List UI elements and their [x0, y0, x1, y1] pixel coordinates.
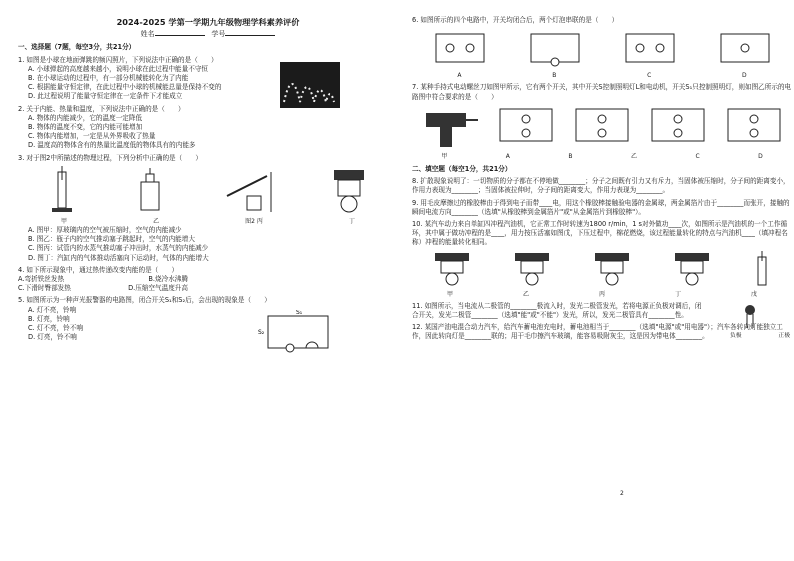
q5-option-d: D. 灯亮，铃不响 [28, 333, 77, 342]
q3-label-jia: 甲 [61, 217, 68, 225]
circuit-7b [572, 105, 632, 149]
q3-label-yi: 乙 [153, 217, 160, 225]
piston-cotton-icon [747, 251, 777, 287]
q5-stem: 5. 如图所示为一种声光报警器的电路图，闭合开关S₁和S₂后，会出现的现象是（ ） [18, 296, 271, 305]
q7-label-d: D [758, 152, 763, 160]
q3-label-bing: 图2 丙 [245, 217, 263, 225]
s1-label: S₁ [296, 310, 303, 317]
q6-label-a: A [457, 72, 462, 80]
question-4 [18, 266, 398, 294]
circuit-a [430, 28, 490, 68]
stroke-yi-icon [507, 251, 557, 287]
q4-option-b: B.烧冷水沸腾 [148, 275, 188, 284]
q3-figure-labels [18, 217, 398, 226]
q4-option-c: C.下滑时臀部发热 [18, 284, 71, 293]
question-12: 12. 某国产油电混合动力汽车，给汽车蓄电池充电时，蓄电池相当于________（选填"电源"或"用电器"）；汽车各转向灯能独立工作，因此转向灯是________联的；用干毛巾擦汽车玻璃，能容易吸附灰尘，这是因为带电体________。 [412, 323, 783, 341]
q10-label-wu: 戊 [750, 290, 757, 298]
q10-engine-strokes [412, 251, 792, 287]
stroke-ding-icon [667, 251, 717, 287]
q6-label-c: C [647, 72, 652, 80]
right-page [412, 8, 792, 548]
q5-option-b: B. 灯亮，铃响 [28, 314, 70, 323]
question-2 [18, 105, 398, 151]
circuit-b [525, 28, 585, 68]
s2-label: S₂ [258, 329, 265, 337]
q3-label-ding: 丁 [348, 217, 355, 225]
bouncing-ball-photo [280, 62, 340, 108]
name-row [18, 29, 398, 39]
positive-pole-label: 正极 [778, 333, 790, 340]
q7-labels [412, 152, 792, 161]
circuit-7d [724, 105, 784, 149]
section-1-heading: 一、选择题（7题，每空3分，共21分） [18, 43, 136, 52]
section-2-heading: 二、填空题（每空1分，共21分） [412, 165, 512, 174]
q10-label-jia: 甲 [446, 290, 453, 298]
question-5 [18, 296, 398, 342]
q4-stem: 4. 如下所示现象中，通过热传递改变内能的是（ ） [18, 265, 179, 274]
circuit-7a [496, 105, 556, 149]
q1-stem: 1. 如图是小球在地面弹跳的频闪照片，下列说法中正确的是（ ） [18, 55, 218, 64]
screwdriver-icon [420, 105, 480, 149]
q1-option-a: A. 小球弹起的高度越来越小，说明小球在此过程中能量不守恒 [28, 64, 209, 73]
q2-option-c: C. 物体内能增加，一定是从外界吸收了热量 [28, 132, 156, 141]
q2-stem: 2. 关于内能、热量和温度，下列说法中正确的是（ ） [18, 104, 185, 113]
q3-stem: 3. 对于图2中所描述的物理过程，下列分析中正确的是（ ） [18, 153, 203, 162]
engine-cylinder-icon [324, 166, 374, 214]
q10-label-yi: 乙 [522, 290, 529, 298]
q3-option-b: B. 图乙：瓶子内的空气推动塞子跳起时，空气的内能增大 [28, 235, 195, 244]
q5-option-c: C. 灯不亮，铃不响 [28, 324, 83, 333]
q7-figure [412, 105, 792, 149]
question-6 [412, 16, 792, 80]
q5-option-a: A. 灯不亮，铃响 [28, 305, 77, 314]
q6-label-b: B [552, 72, 557, 80]
q3-option-a: A. 图甲：厚玻璃内的空气被压缩时，空气的内能减少 [28, 226, 182, 235]
q2-option-b: B. 物体的温度不变，它的内能可能增加 [28, 123, 143, 132]
q4-option-a: A.弯折铁丝发热 [18, 275, 65, 284]
q1-option-b: B. 在小球运动的过程中，有一部分机械能转化为了内能 [28, 74, 189, 83]
q10-label-ding: 丁 [674, 290, 681, 298]
left-page [18, 8, 398, 548]
q7-stem: 7. 某种手持式电动螺丝刀如图甲所示，它有两个开关，其中开关S控制照明灯L和电动机，开关S₁只控制照明灯，则如图乙所示的电路图中符合要求的是（ ） [412, 83, 792, 101]
q6-circuits [412, 28, 792, 68]
q6-labels [412, 71, 792, 80]
q7-label-b: B [568, 152, 573, 160]
stroke-jia-icon [427, 251, 477, 287]
question-3 [18, 154, 398, 263]
question-1 [18, 56, 398, 102]
q2-option-a: A. 物体的内能减少，它的温度一定降低 [28, 113, 143, 122]
alarm-circuit-diagram [258, 310, 338, 354]
circuit-c [620, 28, 680, 68]
q4-option-d: D.压缩空气温度升高 [128, 284, 188, 293]
circuit-7c [648, 105, 708, 149]
circuit-d [715, 28, 775, 68]
test-tube-heating-icon [217, 166, 277, 214]
q3-option-d: D. 图丁：汽缸内的气体推动活塞向下运动时，气体的内能增大 [28, 253, 209, 262]
question-9: 9. 用毛皮摩擦过的橡胶棒由于得到电子而带____电，用这个橡胶棒接触验电器的金属球，两金属箔片由于________而张开，接触的瞬间电流方向________（选填"从橡胶棒到金属箔片"或"从金属箔片到橡胶棒"）。 [412, 198, 790, 216]
q3-option-c: C. 图丙：试管内的水蒸气推动塞子冲出时，水蒸气的内能减少 [28, 244, 209, 253]
bottle-icon [129, 166, 169, 214]
question-10: 10. 某汽车动力来自单缸四冲程汽油机，它正常工作时转速为1800 r/min，1 s对外做功____次，如图所示是汽油机的一个工作循环，其中属于做功冲程的是____，用力按压活塞如图戊，下压过程中，棉花燃烧，该过程能量转化的特点与汽油机____（填冲程名称）冲程的能量转化相同。 [412, 220, 788, 247]
q1-option-c: C. 根据能量守恒定律，在此过程中小球的机械能总量是保持不变的 [28, 83, 222, 92]
q7-label-c: C [695, 152, 700, 160]
q7-label-a: A [505, 152, 510, 160]
question-7 [412, 83, 792, 161]
exam-title: 2024-2025 学第一学期九年级物理学科素养评价 [116, 17, 300, 27]
negative-pole-label: 负极 [730, 333, 742, 340]
q2-option-d: D. 温度高的物体含有的热量比温度低的物体具有的内能多 [28, 141, 196, 150]
q7-label-yi: 乙 [630, 152, 637, 160]
led-icon [730, 302, 770, 328]
name-label: 姓名 [140, 30, 155, 39]
stroke-bing-icon [587, 251, 637, 287]
q11-text: 11. 如图所示，当电流从二极管的________极流入时，发光二极管发光，若将电源正负极对调后，闭合开关，发光二极管________（选填"能"或"不能"）发光，所以，发光二极管具有________性。 [412, 301, 702, 320]
page-number: 2 [620, 490, 624, 497]
q3-figure [18, 166, 398, 214]
q10-label-bing: 丙 [598, 290, 605, 298]
question-8: 8. 扩散现象说明了：一切物质的分子都在不停地做________；分子之间既有引力又有斥力，当固体被压缩时，分子间的距离变小，作用力表现为________；当固体被拉伸时，分子间的距离变大，作用力表现为________。 [412, 177, 790, 195]
ball-trajectory-icon [280, 62, 340, 108]
q10-labels [412, 290, 792, 299]
q6-label-d: D [742, 72, 747, 80]
id-label: 学号 [211, 30, 226, 39]
compressed-air-tube-icon [42, 166, 82, 214]
q1-option-d: D. 此过程说明了能量守恒定律在一定条件下才能成立 [28, 92, 183, 101]
q6-stem: 6. 如图所示的四个电路中，开关均闭合后，两个灯泡串联的是（ ） [412, 16, 619, 24]
led-figure [730, 302, 790, 341]
q7-label-jia: 甲 [441, 152, 448, 160]
